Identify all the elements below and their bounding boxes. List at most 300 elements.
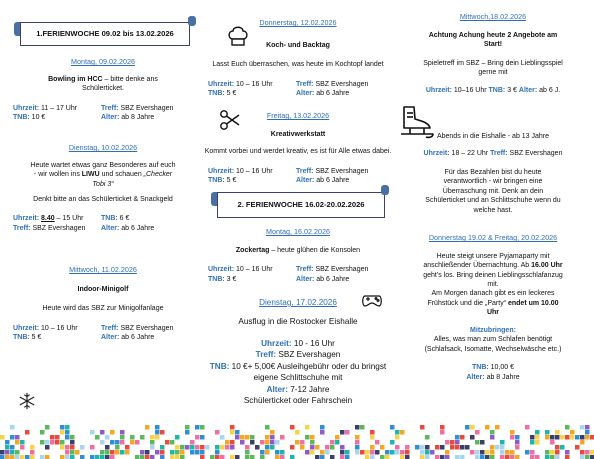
pixel-tile <box>340 430 345 435</box>
pixel-tile <box>45 440 50 445</box>
pixel-tile <box>5 440 10 445</box>
text: eigene Schlittschuhe mit <box>253 373 343 383</box>
pixel-tile <box>175 435 180 440</box>
pixel-tile <box>5 445 10 450</box>
pixel-tile <box>0 435 5 440</box>
label: Uhrzeit: <box>208 80 235 88</box>
label: Alter: <box>101 334 120 342</box>
pixel-tile <box>270 435 275 440</box>
pixel-tile <box>515 445 520 450</box>
pixel-tile <box>455 440 460 445</box>
pixel-tile <box>320 425 325 430</box>
text: - wir wollen ins LIWU und schauen „Checker <box>33 171 173 179</box>
pixel-tile <box>305 450 310 455</box>
pixel-tile <box>295 440 300 445</box>
pixel-tile <box>10 445 15 450</box>
pixel-tile <box>425 445 430 450</box>
pixel-tile <box>155 435 160 440</box>
text: Für das Bezahlen bist du heute <box>444 168 542 176</box>
pixel-tile <box>420 450 425 455</box>
day-heading: Montag, 16.02.2026 <box>266 227 330 236</box>
text: Schülerticket oder Fahrschein <box>243 396 353 406</box>
pixel-tile <box>500 445 505 450</box>
pixel-tile <box>200 455 205 459</box>
pixel-tile <box>195 435 200 440</box>
value: 10 – 16 Uhr <box>236 167 273 175</box>
value: 10 – 16 Uhr <box>236 80 273 88</box>
pixel-tile <box>395 430 400 435</box>
pixel-tile <box>280 450 285 455</box>
pixel-tile <box>215 455 220 459</box>
pixel-tile <box>480 455 485 459</box>
pixel-tile <box>420 455 425 459</box>
pixel-tile <box>280 455 285 459</box>
pixel-tile <box>375 440 380 445</box>
pixel-tile <box>185 425 190 430</box>
pixel-tile <box>195 450 200 455</box>
pixel-tile <box>470 450 475 455</box>
pixel-tile <box>235 435 240 440</box>
pixel-tile <box>415 445 420 450</box>
pixel-tile <box>230 430 235 435</box>
pixel-tile <box>0 450 5 455</box>
value: ab 6 Jahre <box>316 275 350 283</box>
wednesday-1102-block <box>8 265 198 342</box>
pixel-tile <box>240 435 245 440</box>
uhrzeit2-line: Uhrzeit: 18 – 22 Uhr Treff: SBZ Evershagen <box>423 150 563 158</box>
pixel-tile <box>155 425 160 430</box>
value: 5 € <box>226 177 237 185</box>
label: TNB: <box>13 114 30 122</box>
pixel-tile <box>330 455 335 459</box>
pixel-tile <box>300 440 305 445</box>
pixel-tile <box>505 455 510 459</box>
pixel-tile <box>580 425 585 430</box>
pixel-tile <box>190 450 195 455</box>
pixel-tile <box>5 455 10 459</box>
pixel-tile <box>195 425 200 430</box>
pixel-tile <box>100 455 105 459</box>
pixel-tile <box>150 435 155 440</box>
value: ab 6 Jahre <box>316 177 350 185</box>
text: Überraschung mit. Denk an dein <box>442 187 544 195</box>
text: Lasst Euch überraschen, was heute im Kochtopf landet <box>212 61 384 69</box>
pixel-tile <box>345 450 350 455</box>
pixel-tile <box>475 440 480 445</box>
text: gerne mit <box>478 69 508 77</box>
week2-banner <box>217 192 385 218</box>
pixel-tile <box>100 430 105 435</box>
event-title: Indoor-Minigolf <box>77 285 129 293</box>
pixel-tile <box>260 440 265 445</box>
pixel-tile <box>40 440 45 445</box>
pixel-tile <box>305 435 310 440</box>
label: Treff: <box>13 224 31 232</box>
pixel-tile <box>65 450 70 455</box>
pixel-tile <box>70 445 75 450</box>
label: TNB: <box>101 215 118 223</box>
pixel-tile <box>185 445 190 450</box>
pixel-tile <box>245 435 250 440</box>
pixel-tile <box>380 445 385 450</box>
text: Ausflug in die Rostocker Eishalle <box>238 317 358 327</box>
pixel-tile <box>480 450 485 455</box>
pixel-tile <box>545 435 550 440</box>
pixel-tile <box>20 455 25 459</box>
pixel-tile <box>180 450 185 455</box>
pixel-tile <box>70 455 75 459</box>
pixel-tile <box>60 440 65 445</box>
pixel-tile <box>170 440 175 445</box>
chef-hat-icon <box>227 23 249 49</box>
label: TNB: <box>13 334 30 342</box>
label: Treff: <box>296 266 314 274</box>
pixel-tile <box>95 435 100 440</box>
pixel-tile <box>515 455 520 459</box>
pixel-tile <box>330 445 335 450</box>
pixel-tile <box>290 425 295 430</box>
pixel-tile <box>535 430 540 435</box>
pixel-tile <box>200 450 205 455</box>
pixel-tile <box>460 445 465 450</box>
pixel-tile <box>450 445 455 450</box>
pixel-tile <box>175 450 180 455</box>
pixel-tile <box>400 430 405 435</box>
pixel-tile <box>145 455 150 459</box>
pixel-tile <box>185 430 190 435</box>
pixel-tile <box>270 430 275 435</box>
pixel-tile <box>320 430 325 435</box>
pixel-tile <box>485 425 490 430</box>
pixel-tile <box>30 455 35 459</box>
pixel-tile <box>355 440 360 445</box>
pixel-tile <box>310 435 315 440</box>
pixel-tile <box>590 455 594 459</box>
text: Schülerticket. <box>81 85 125 93</box>
pixel-tile <box>575 435 580 440</box>
pixel-tile <box>115 445 120 450</box>
pixel-tile <box>555 435 560 440</box>
pixel-tile <box>575 445 580 450</box>
pixel-tile <box>455 435 460 440</box>
pixel-tile <box>585 435 590 440</box>
pixel-tile <box>480 440 485 445</box>
pixel-tile <box>535 440 540 445</box>
pixel-tile <box>530 435 535 440</box>
scissors-icon <box>219 109 241 131</box>
pixel-tile <box>435 455 440 459</box>
pixel-tile <box>405 450 410 455</box>
pixel-tile <box>315 445 320 450</box>
pixel-tile <box>360 450 365 455</box>
pixel-tile <box>455 455 460 459</box>
pixel-tile <box>180 455 185 459</box>
label: Treff: <box>296 167 314 175</box>
pixel-tile <box>225 445 230 450</box>
pixel-tile <box>245 450 250 455</box>
pixel-tile <box>420 445 425 450</box>
text: geht's los. Bring deinen Lieblingsschlafanzug <box>423 271 563 279</box>
pixel-tile <box>290 445 295 450</box>
monday-0902-block <box>8 57 198 122</box>
pixel-tile <box>150 445 155 450</box>
pixel-tile <box>535 455 540 459</box>
pixel-tile <box>60 425 65 430</box>
pixel-tile <box>370 435 375 440</box>
alter-line: Alter: 7-12 Jahre <box>266 384 330 394</box>
pixel-tile <box>325 445 330 450</box>
pixel-tile <box>210 455 215 459</box>
pixel-tile <box>230 425 235 430</box>
pixel-tile <box>95 455 100 459</box>
pixel-tile <box>220 445 225 450</box>
pixel-tile <box>550 435 555 440</box>
label: Treff: <box>101 324 119 332</box>
pixel-tile <box>15 435 20 440</box>
pixel-tile <box>530 440 535 445</box>
pixel-tile <box>580 450 585 455</box>
pixel-tile <box>400 450 405 455</box>
pixel-tile <box>465 425 470 430</box>
pixel-tile <box>160 430 165 435</box>
gamepad-icon <box>361 291 383 309</box>
pixel-tile <box>340 455 345 459</box>
pixel-tile <box>10 455 15 459</box>
pixel-tile <box>45 445 50 450</box>
pixel-tile <box>300 445 305 450</box>
pixel-tile <box>55 435 60 440</box>
pixel-tile <box>235 455 240 459</box>
pixel-tile <box>250 435 255 440</box>
pixel-tile <box>425 455 430 459</box>
pixel-tile <box>585 455 590 459</box>
pixel-tile <box>100 440 105 445</box>
pixel-tile <box>485 455 490 459</box>
pixel-tile <box>135 455 140 459</box>
pixel-tile <box>115 440 120 445</box>
pixel-tile <box>560 445 565 450</box>
treff-line: Treff: SBZ Evershagen <box>255 350 341 360</box>
pixel-tile <box>385 450 390 455</box>
pixel-tile <box>25 430 30 435</box>
pixel-tile <box>150 455 155 459</box>
pixel-tile <box>10 425 15 430</box>
monday-1602-block <box>203 227 393 284</box>
pixel-tile <box>370 430 375 435</box>
pixel-tile <box>390 440 395 445</box>
mitzubringen-label: Mitzubringen: <box>470 326 516 334</box>
value: 6 € <box>119 215 130 223</box>
pixel-tile <box>125 445 130 450</box>
pixel-tile <box>15 440 20 445</box>
pixel-tile <box>340 450 345 455</box>
value: SBZ Evershagen <box>315 80 369 88</box>
pixel-tile <box>70 440 75 445</box>
pixel-tile <box>590 435 594 440</box>
value: SBZ Evershagen <box>32 224 86 232</box>
pixel-tile <box>130 435 135 440</box>
value: 5 € <box>226 90 237 98</box>
event-title: Kreativwerkstatt <box>270 130 326 138</box>
pixel-tile <box>0 455 5 459</box>
pixel-tile <box>530 455 535 459</box>
pixel-tile <box>570 430 575 435</box>
pixel-tile <box>370 455 375 459</box>
pixel-tile <box>80 445 85 450</box>
pixel-tile <box>360 425 365 430</box>
pixel-tile <box>70 450 75 455</box>
pixel-tile <box>515 440 520 445</box>
pixel-tile <box>490 430 495 435</box>
pixel-tile <box>220 455 225 459</box>
pixel-tile <box>170 450 175 455</box>
pixel-tile <box>65 425 70 430</box>
pixel-tile <box>590 450 594 455</box>
week1-banner-text: 1.FERIENWOCHE 09.02 bis 13.02.2026 <box>36 28 174 38</box>
pixel-tile <box>320 455 325 459</box>
pixel-tile <box>275 450 280 455</box>
pixel-tile <box>230 445 235 450</box>
pixel-tile <box>370 450 375 455</box>
pixel-tile <box>65 455 70 459</box>
pixel-tile <box>525 450 530 455</box>
pixel-tile <box>420 425 425 430</box>
pixel-tile <box>250 455 255 459</box>
day-heading: Donnerstag, 12.02.2026 <box>259 18 337 27</box>
pixel-tile <box>50 440 55 445</box>
pixel-tile <box>450 440 455 445</box>
pixel-tile <box>395 435 400 440</box>
pixel-tile <box>310 450 315 455</box>
pixel-tile <box>440 455 445 459</box>
text: Heute wird das SBZ zur Minigolfanlage <box>42 305 164 313</box>
text: Am Morgen danach gibt es ein leckeres <box>431 290 555 298</box>
label: Uhrzeit: <box>13 324 40 332</box>
pixel-tile <box>345 455 350 459</box>
pixel-tile <box>265 445 270 450</box>
pixel-tile <box>425 450 430 455</box>
pixel-tile <box>390 450 395 455</box>
pixel-tile <box>585 425 590 430</box>
pixel-tile <box>295 430 300 435</box>
pixel-tile <box>200 445 205 450</box>
pixel-tile <box>150 440 155 445</box>
pixel-tile <box>475 455 480 459</box>
pixel-tile <box>270 445 275 450</box>
pixel-tile <box>400 455 405 459</box>
pixel-tile <box>120 435 125 440</box>
pixel-tile <box>500 440 505 445</box>
pixel-tile <box>30 445 35 450</box>
label: TNB: <box>208 275 225 283</box>
pixel-tile <box>215 450 220 455</box>
pixel-tile <box>515 435 520 440</box>
label: Alter: <box>101 224 120 232</box>
banner-scroll-right <box>188 16 196 26</box>
text: Kommt vorbei und werdet kreativ, es ist für Alle etwas dabei. <box>204 148 392 156</box>
pixel-tile <box>110 450 115 455</box>
pixel-tile <box>440 445 445 450</box>
text: Alles, was man zum Schlafen benötigt <box>433 336 553 344</box>
friday-1302-block <box>203 111 393 185</box>
text: Denkt bitte an das Schülerticket & Snackgeld <box>33 196 173 204</box>
pixel-tile <box>320 450 325 455</box>
pixel-tile <box>470 435 475 440</box>
pixel-tile <box>140 455 145 459</box>
tuesday-1702-block <box>203 297 393 407</box>
pixel-tile <box>510 430 515 435</box>
pixel-tile <box>200 435 205 440</box>
pixel-tile <box>120 440 125 445</box>
pixel-tile <box>110 440 115 445</box>
pixel-tile <box>355 450 360 455</box>
pixel-tile <box>175 445 180 450</box>
value: 10 € <box>31 114 46 122</box>
value: – 15 Uhr <box>56 215 84 223</box>
snowflake-icon <box>18 392 36 410</box>
pixel-tile <box>570 435 575 440</box>
pixel-tile <box>545 455 550 459</box>
value: ab 8 Jahre <box>121 114 155 122</box>
pixel-tile <box>80 455 85 459</box>
day-heading: Freitag, 13.02.2026 <box>266 111 330 120</box>
pixel-tile <box>30 450 35 455</box>
pixel-tile <box>510 435 515 440</box>
pixel-tile <box>430 450 435 455</box>
pixel-tile <box>245 445 250 450</box>
pixel-tile <box>220 435 225 440</box>
pixel-tile <box>585 430 590 435</box>
pixel-tile <box>335 435 340 440</box>
thu-fri-1902-2002-block <box>398 233 588 382</box>
pixel-tile <box>55 440 60 445</box>
tuesday-1002-block <box>8 143 198 233</box>
pixel-tile <box>155 430 160 435</box>
text: Abends in die Eishalle - ab 13 Jahre <box>436 132 550 140</box>
pixel-tile <box>250 440 255 445</box>
pixel-tile <box>445 440 450 445</box>
pixel-tile <box>505 450 510 455</box>
pixel-tile <box>100 450 105 455</box>
pixel-tile <box>170 455 175 459</box>
pixel-tile <box>90 445 95 450</box>
pixel-tile <box>240 440 245 445</box>
pixel-tile <box>305 425 310 430</box>
pixel-tile <box>265 440 270 445</box>
pixel-tile <box>340 445 345 450</box>
pixel-tile <box>510 450 515 455</box>
pixel-tile <box>200 425 205 430</box>
pixel-tile <box>385 455 390 459</box>
pixel-tile <box>40 430 45 435</box>
pixel-tile <box>405 455 410 459</box>
pixel-tile <box>545 450 550 455</box>
pixel-tile <box>10 435 15 440</box>
text: Zockertag – heute glühen die Konsolen <box>235 246 361 254</box>
value: 3 € <box>226 275 237 283</box>
pixel-tile <box>535 435 540 440</box>
value: SBZ Evershagen <box>120 324 174 332</box>
pixel-tile <box>105 435 110 440</box>
pixel-tile <box>260 455 265 459</box>
value: ab 6 Jahre <box>121 224 155 232</box>
text: mit. <box>487 281 499 289</box>
pixel-tile <box>565 435 570 440</box>
label: Uhrzeit: <box>208 167 235 175</box>
day-heading: Dienstag, 10.02.2026 <box>68 143 138 152</box>
pixel-tile <box>395 450 400 455</box>
day-heading: Mittwoch, 11.02.2026 <box>69 265 137 274</box>
